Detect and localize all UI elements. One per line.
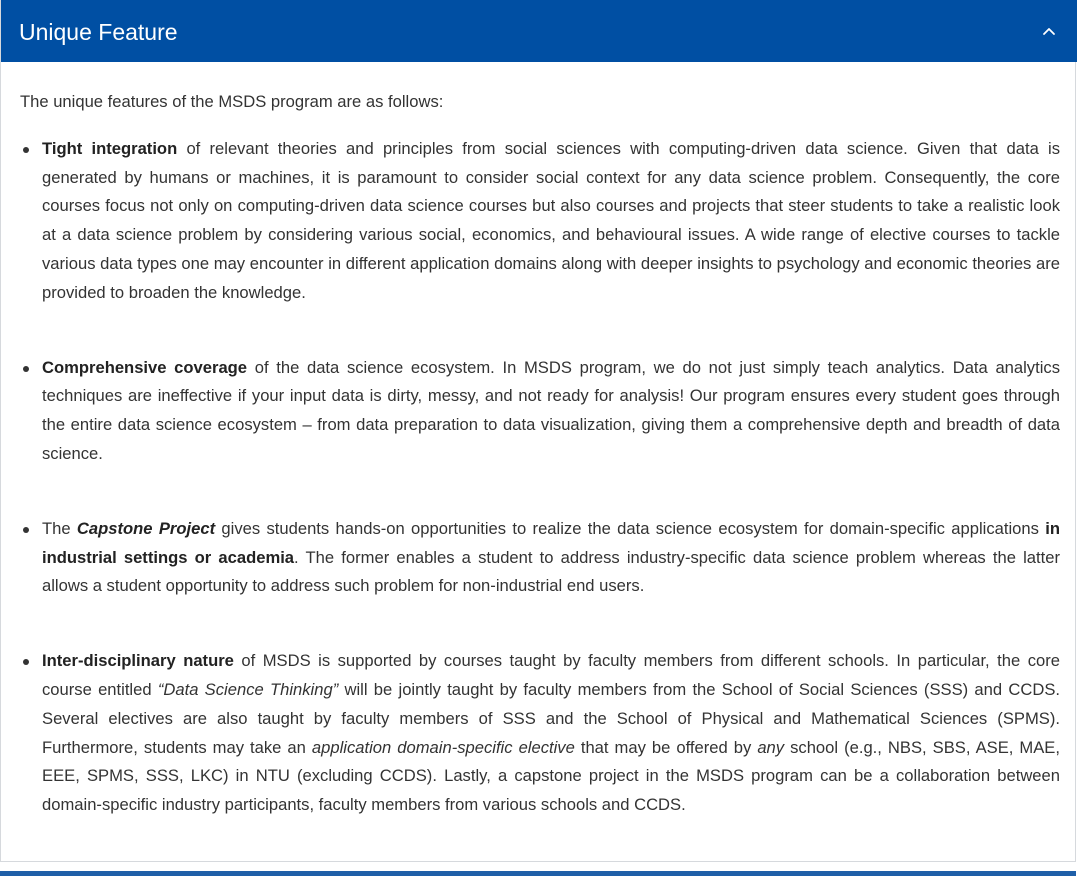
feature-item-comprehensive-coverage	[20, 354, 1060, 469]
chevron-up-icon[interactable]	[1035, 17, 1063, 45]
feature-text-segment: in industrial settings or academia	[42, 518, 1060, 567]
feature-text-segment: Tight integration	[42, 138, 178, 158]
intro-text: The unique features of the MSDS program are as follows:	[20, 92, 444, 111]
bullet-icon	[23, 366, 29, 372]
feature-text-segment: of the data science ecosystem. In MSDS program, we do not just simply teach analytics. Data analytics techniques are ineffective if your input data is dirty, messy, and not ready for analysis! Our program ensures every student goes through the entire data science ecosystem – from data preparation to data visualization, giving them a comprehensive depth and breadth of data science.	[42, 357, 1060, 463]
feature-item-capstone-project	[20, 515, 1060, 601]
feature-item-inter-disciplinary	[20, 647, 1060, 820]
feature-item-tight-integration	[20, 135, 1060, 308]
feature-text-segment: of relevant theories and principles from social sciences with computing-driven data science. Given that data is generated by humans or machines, it is paramount to consider social context for any data science problem. Consequently, the core courses focus not only on computing-driven data science courses but also courses and projects that steer students to take a realistic look at a data science problem by considering various social, economics, and behavioural issues. A wide range of elective courses to tackle various data types one may encounter in different application domains along with deeper insights to psychology and economic theories are provided to broaden the knowledge.	[42, 138, 1061, 302]
feature-text-segment: any	[757, 737, 785, 757]
feature-text-segment: application domain-specific elective	[311, 737, 575, 757]
bullet-icon	[23, 659, 29, 665]
feature-text-segment: . The former enables a student to address industry-specific data science problem whereas the latter allows a student opportunity to address such problem for non-industrial end users.	[42, 547, 1061, 596]
next-accordion-edge	[0, 871, 1076, 876]
feature-text-segment: Inter-disciplinary nature	[42, 651, 234, 671]
feature-text-segment: will be jointly taught by faculty members from the School of Social Sciences (SSS) and CCDS. Several electives are also taught by faculty members of SSS and the School of Physical and Mathematical Sciences (SPMS). Furthermore, students may take an	[42, 679, 1060, 757]
feature-text-segment: The	[42, 518, 77, 538]
feature-text-segment: “Data Science Thinking”	[157, 679, 339, 699]
feature-text-segment: Capstone Project	[76, 518, 216, 538]
accordion-header[interactable]	[1, 0, 1077, 62]
bullet-icon	[23, 147, 29, 153]
feature-text-segment: of MSDS is supported by courses taught by faculty members from different schools. In particular, the core course entitled	[42, 651, 1060, 699]
feature-text-segment: that may be offered by	[574, 737, 758, 757]
feature-text-segment: school (e.g., NBS, SBS, ASE, MAE, EEE, SPMS, SSS, LKC) in NTU (excluding CCDS). Lastly, a capstone project in the MSDS program can be a collaboration between domain-specific industry participants, faculty members from various schools and CCDS.	[42, 737, 1060, 815]
accordion-title: Unique Feature	[19, 19, 178, 45]
accordion-content	[20, 88, 1060, 820]
feature-text-segment: Comprehensive coverage	[42, 357, 248, 377]
feature-list	[20, 135, 1060, 820]
bullet-icon	[23, 527, 29, 533]
feature-text-segment: gives students hands-on opportunities to realize the data science ecosystem for domain-specific applications	[215, 518, 1046, 538]
